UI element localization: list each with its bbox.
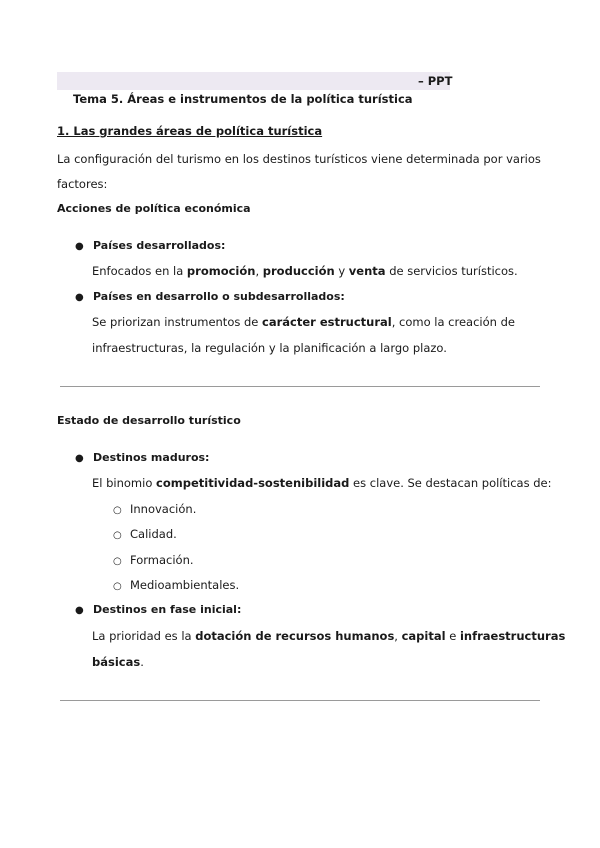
bold-run: venta: [348, 264, 386, 278]
bold-run: producción: [262, 264, 335, 278]
bullet-developing-countries: [75, 290, 345, 303]
sub-list-item: [113, 527, 177, 541]
document-title-suffix: – PPT: [418, 74, 453, 88]
text-run: ,: [255, 264, 263, 278]
sub-list-item: [113, 578, 239, 592]
horizontal-divider: [60, 386, 540, 387]
intro-line-1: La configuración del turismo en los destinos turísticos viene determinada por varios: [57, 152, 541, 166]
bold-run: capital: [401, 629, 446, 643]
text-run: La prioridad es la: [92, 629, 196, 643]
bullet-body-line: [92, 264, 518, 278]
sub-list-item-label: Calidad.: [130, 527, 177, 541]
text-run: e: [445, 629, 460, 643]
bullet-head-label: Destinos maduros:: [93, 451, 210, 464]
bold-run: carácter estructural: [262, 315, 392, 329]
sub-list-item-label: Medioambientales.: [130, 578, 240, 592]
filled-circle-bullet-icon: ●: [75, 605, 84, 616]
text-run: y: [334, 264, 349, 278]
hollow-circle-bullet-icon: ○: [113, 581, 122, 592]
bold-run: dotación de recursos humanos: [195, 629, 395, 643]
bullet-head-label: Destinos en fase inicial:: [93, 603, 242, 616]
bullet-initial-destinations: [75, 603, 241, 616]
bullet-head-label: Países en desarrollo o subdesarrollados:: [93, 290, 345, 303]
subheading-tourism-development: Estado de desarrollo turístico: [57, 414, 241, 427]
bullet-body-line: infraestructuras, la regulación y la planificación a largo plazo.: [92, 341, 447, 355]
intro-line-2: factores:: [57, 177, 108, 191]
bullet-body-line: [92, 655, 144, 669]
text-run: Se priorizan instrumentos de: [92, 315, 263, 329]
bullet-body-line: [92, 315, 515, 329]
hollow-circle-bullet-icon: ○: [113, 556, 122, 567]
bold-run: infraestructuras: [459, 629, 566, 643]
text-run: ,: [394, 629, 402, 643]
text-run: , como la creación de: [391, 315, 515, 329]
sub-list-item: [113, 502, 196, 516]
text-run: de servicios turísticos.: [385, 264, 518, 278]
horizontal-divider: [60, 700, 540, 701]
bullet-head-label: Países desarrollados:: [93, 239, 226, 252]
text-run: .: [140, 655, 144, 669]
section-heading: 1. Las grandes áreas de política turística: [57, 124, 323, 138]
bullet-body-line: [92, 476, 551, 490]
text-run: El binomio: [92, 476, 157, 490]
bullet-mature-destinations: [75, 451, 209, 464]
subheading-economic-policy: Acciones de política económica: [57, 202, 251, 215]
hollow-circle-bullet-icon: ○: [113, 505, 122, 516]
text-run: Enfocados en la: [92, 264, 187, 278]
bullet-developed-countries: [75, 239, 225, 252]
document-title: Tema 5. Áreas e instrumentos de la política turística: [73, 92, 413, 106]
bold-run: competitividad-sostenibilidad: [156, 476, 350, 490]
intro-paragraph: [57, 147, 547, 197]
bold-run: básicas: [92, 655, 141, 669]
filled-circle-bullet-icon: ●: [75, 241, 84, 252]
filled-circle-bullet-icon: ●: [75, 292, 84, 303]
filled-circle-bullet-icon: ●: [75, 453, 84, 464]
sub-list-item-label: Formación.: [130, 553, 194, 567]
sub-list-item-label: Innovación.: [130, 502, 197, 516]
text-run: es clave. Se destacan políticas de:: [349, 476, 552, 490]
document-title-bar: [57, 72, 453, 106]
bullet-body-line: [92, 629, 565, 643]
bold-run: promoción: [186, 264, 256, 278]
hollow-circle-bullet-icon: ○: [113, 530, 122, 541]
sub-list-item: [113, 553, 194, 567]
